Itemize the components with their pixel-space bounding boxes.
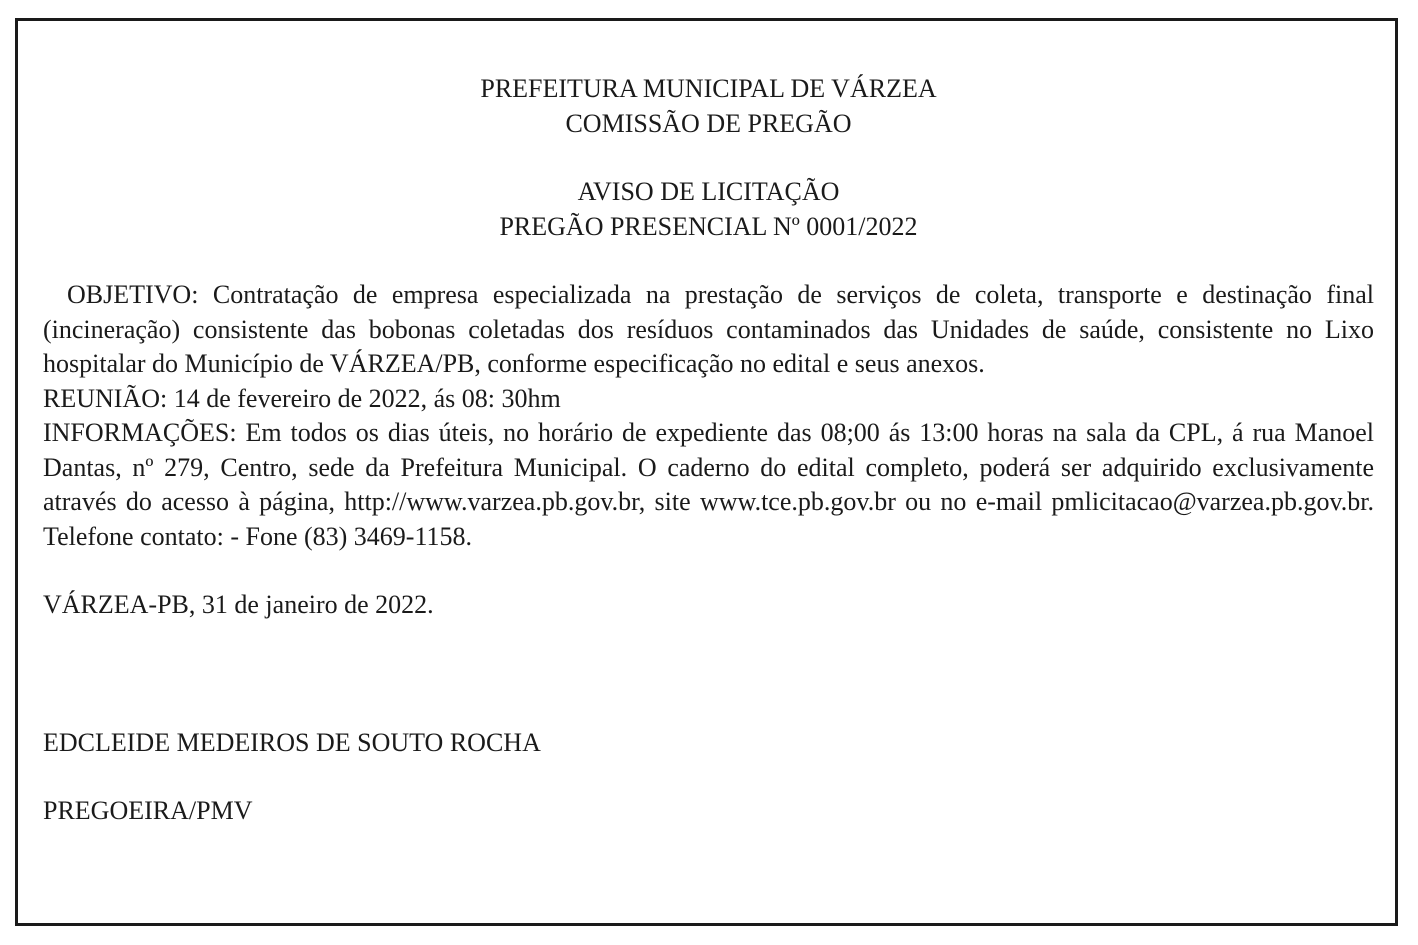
information-paragraph: INFORMAÇÕES: Em todos os dias úteis, no horário de expediente das 08;00 ás 13:00 horas na sala da CPL, á rua Manoel Dantas, nº 279, Centro, sede da Prefeitura Municipal. O caderno do edital completo, poderá ser adquirido exclusivamente através do acesso à página, http://www.varzea.pb.gov.br, site www.tce.pb.gov.br ou no e-mail pmlicitacao@varzea.pb.gov.br. Telefone contato: - Fone (83) 3469-1158. [43,418,1374,551]
auction-number: PREGÃO PRESENCIAL Nº 0001/2022 [499,211,918,241]
objective-paragraph: OBJETIVO: Contratação de empresa especializada na prestação de serviços de coleta, transporte e destinação final (incineração) consistente das bobonas coletadas dos resíduos contaminados das Unidades de saúde, consistente no Lixo hospitalar do Município de VÁRZEA/PB, conforme especificação no edital e seus anexos. [43,280,1374,378]
meeting-line: REUNIÃO: 14 de fevereiro de 2022, ás 08: 30hm [43,383,561,413]
notice-header [43,72,1374,244]
signatory-role: PREGOEIRA/PMV [43,796,253,825]
municipality-title: PREFEITURA MUNICIPAL DE VÁRZEA [480,74,937,103]
commission-title: COMISSÃO DE PREGÃO [565,108,852,138]
notice-content [43,72,1374,829]
notice-title: AVISO DE LICITAÇÃO [577,177,840,206]
signatory-name: EDCLEIDE MEDEIROS DE SOUTO ROCHA [43,727,541,757]
place-date: VÁRZEA-PB, 31 de janeiro de 2022. [43,590,434,619]
